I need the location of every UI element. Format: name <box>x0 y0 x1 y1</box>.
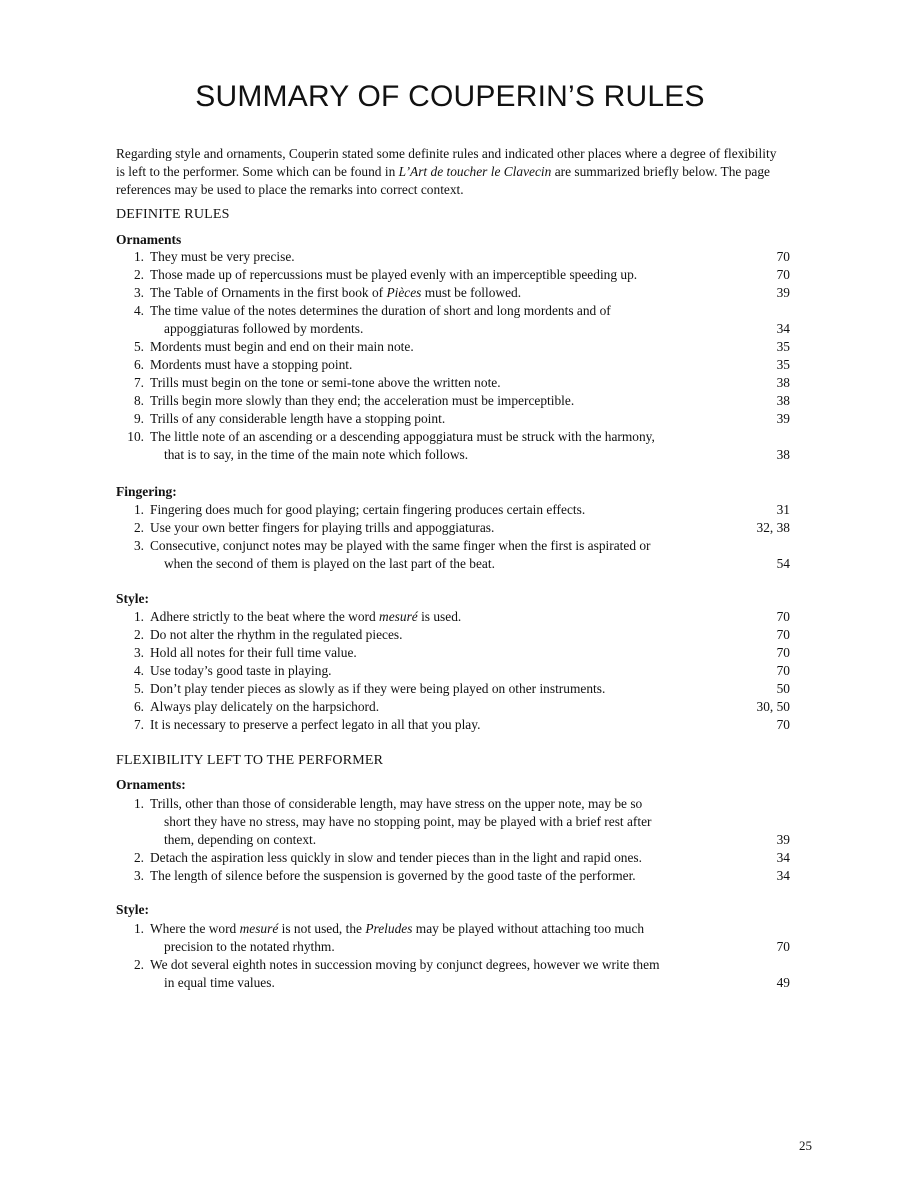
item-first-line <box>150 850 642 865</box>
list-item <box>116 284 790 302</box>
item-line1b: is not used, the <box>278 921 366 936</box>
item-line1: Trills, other than those of considerable length, may have stress on the upper note, may be so <box>150 796 643 811</box>
fingering-list <box>116 501 790 573</box>
item-text <box>150 302 730 338</box>
page-reference: 39 <box>776 832 790 847</box>
item-number: 9. <box>133 411 144 426</box>
item-line1: Adhere strictly to the beat where the word <box>150 609 380 624</box>
page-reference: 35 <box>776 357 790 372</box>
item-line1: Trills of any considerable length have a stopping point. <box>150 411 446 426</box>
page-reference: 31 <box>776 502 790 517</box>
style-heading: Style: <box>116 591 149 606</box>
item-line1b: must be followed. <box>421 285 522 300</box>
item-line1: Hold all notes for their full time value. <box>150 645 357 660</box>
item-line2: in equal time values. <box>164 975 275 990</box>
item-first-line <box>150 699 379 714</box>
list-item <box>116 698 790 716</box>
intro-book-title: L’Art de toucher le Clavecin <box>398 164 552 179</box>
item-text <box>150 608 730 626</box>
item-text <box>150 920 730 956</box>
page-reference: 70 <box>776 939 790 954</box>
page-reference: 70 <box>776 267 790 282</box>
item-line1: Use your own better fingers for playing trills and appoggiaturas. <box>150 520 495 535</box>
flexibility-heading: FLEXIBILITY LEFT TO THE PERFORMER <box>116 753 384 768</box>
definite-rules-heading: DEFINITE RULES <box>116 207 230 222</box>
item-first-line <box>150 411 445 426</box>
item-text <box>150 867 730 885</box>
item-line1: The Table of Ornaments in the first book of <box>150 285 387 300</box>
item-first-line <box>150 921 644 936</box>
item-line1: The length of silence before the suspension is governed by the good taste of the performer. <box>150 868 636 883</box>
item-number: 2. <box>133 957 144 972</box>
item-line2: precision to the notated rhythm. <box>164 939 335 954</box>
item-line3: them, depending on context. <box>164 832 317 847</box>
item-first-line <box>150 357 352 372</box>
list-item <box>116 356 790 374</box>
flex-ornaments-heading: Ornaments: <box>116 777 186 792</box>
item-first-line <box>150 627 402 642</box>
item-first-line <box>150 303 611 318</box>
ornaments-heading: Ornaments <box>116 232 182 247</box>
item-line1: Where the word <box>150 921 240 936</box>
list-item <box>116 920 790 956</box>
page-reference: 49 <box>776 975 790 990</box>
item-number: 1. <box>133 502 144 517</box>
item-number: 1. <box>133 796 144 811</box>
intro-text-2: are summarized briefly below. The page references may be used to place the remarks into correct context. <box>116 164 770 197</box>
item-number: 1. <box>133 921 144 936</box>
item-line1: Detach the aspiration less quickly in slow and tender pieces than in the light and rapid ones. <box>150 850 642 865</box>
list-item <box>116 392 790 410</box>
item-line1: Always play delicately on the harpsichord. <box>150 699 380 714</box>
list-item <box>116 644 790 662</box>
page-reference: 38 <box>776 447 790 462</box>
page-reference: 38 <box>776 393 790 408</box>
page-reference: 39 <box>776 411 790 426</box>
list-item <box>116 248 790 266</box>
list-item <box>116 501 790 519</box>
item-number: 3. <box>133 285 144 300</box>
list-item <box>116 867 790 885</box>
item-first-line <box>150 609 461 624</box>
item-number: 2. <box>133 267 144 282</box>
item-text <box>150 519 730 537</box>
item-first-line <box>150 249 295 264</box>
item-first-line <box>150 520 494 535</box>
item-number: 5. <box>133 681 144 696</box>
list-item <box>116 302 790 338</box>
item-first-line <box>150 663 332 678</box>
item-number: 4. <box>133 303 144 318</box>
fingering-heading: Fingering: <box>116 484 177 499</box>
item-number: 7. <box>133 717 144 732</box>
item-italic2: Preludes <box>365 921 413 936</box>
item-text <box>150 428 730 464</box>
page-reference: 35 <box>776 339 790 354</box>
item-italic: Pièces <box>386 285 422 300</box>
item-number: 2. <box>133 520 144 535</box>
item-text <box>150 537 730 573</box>
item-text <box>150 662 730 680</box>
item-number: 2. <box>133 850 144 865</box>
item-first-line <box>150 681 605 696</box>
list-item <box>116 537 790 573</box>
item-line1: They must be very precise. <box>150 249 295 264</box>
item-text <box>150 644 730 662</box>
item-line1: The little note of an ascending or a descending appoggiatura must be struck with the harmony, <box>150 429 655 444</box>
page-reference: 70 <box>776 249 790 264</box>
item-text <box>150 356 730 374</box>
item-number: 3. <box>133 645 144 660</box>
page-reference: 38 <box>776 375 790 390</box>
item-text <box>150 248 730 266</box>
page-reference: 34 <box>776 321 790 336</box>
item-text <box>150 284 730 302</box>
item-number: 7. <box>133 375 144 390</box>
item-text <box>150 266 730 284</box>
item-text <box>150 698 730 716</box>
page-reference: 70 <box>776 627 790 642</box>
item-text <box>150 374 730 392</box>
item-number: 2. <box>133 627 144 642</box>
list-item <box>116 410 790 428</box>
item-number: 1. <box>133 249 144 264</box>
item-italic: mesuré <box>239 921 279 936</box>
page-reference: 34 <box>776 868 790 883</box>
item-number: 3. <box>133 538 144 553</box>
intro-text-1: Regarding style and ornaments, Couperin stated some definite rules and indicated other places where a degree of flexibility is left to the performer. Some which can be found in <box>116 146 777 179</box>
list-item <box>116 266 790 284</box>
item-line1: It is necessary to preserve a perfect legato in all that you play. <box>150 717 481 732</box>
item-text <box>150 956 730 992</box>
item-line2: short they have no stress, may have no stopping point, may be played with a brief rest after <box>164 814 652 829</box>
item-line1: The time value of the notes determines the duration of short and long mordents and of <box>150 303 611 318</box>
list-item <box>116 338 790 356</box>
item-number: 6. <box>133 357 144 372</box>
item-text <box>150 716 730 734</box>
page-reference: 32, 38 <box>756 520 790 535</box>
list-item <box>116 374 790 392</box>
item-first-line <box>150 339 414 354</box>
item-first-line <box>150 796 642 811</box>
item-line1: Don’t play tender pieces as slowly as if they were being played on other instruments. <box>150 681 606 696</box>
item-number: 1. <box>133 609 144 624</box>
item-first-line <box>150 645 357 660</box>
item-line1: Fingering does much for good playing; certain fingering produces certain effects. <box>150 502 586 517</box>
item-first-line <box>150 717 480 732</box>
item-text <box>150 849 730 867</box>
item-first-line <box>150 868 636 883</box>
page-reference: 34 <box>776 850 790 865</box>
item-first-line <box>150 375 501 390</box>
item-line1: Do not alter the rhythm in the regulated pieces. <box>150 627 403 642</box>
item-number: 4. <box>133 663 144 678</box>
list-item <box>116 519 790 537</box>
list-item <box>116 662 790 680</box>
flex-style-list <box>116 920 790 992</box>
item-number: 8. <box>133 393 144 408</box>
page-number: 25 <box>799 1138 812 1153</box>
item-first-line <box>150 957 659 972</box>
item-text <box>150 410 730 428</box>
item-line1: Mordents must have a stopping point. <box>150 357 353 372</box>
item-first-line <box>150 393 574 408</box>
list-item <box>116 795 790 849</box>
item-text <box>150 338 730 356</box>
item-line1: We dot several eighth notes in succession moving by conjunct degrees, however we write them <box>150 957 660 972</box>
page-reference: 70 <box>776 717 790 732</box>
item-italic: mesuré <box>379 609 418 624</box>
item-line2: when the second of them is played on the last part of the beat. <box>164 556 495 571</box>
page-reference: 70 <box>776 663 790 678</box>
item-text <box>150 626 730 644</box>
definite-ornaments-list <box>116 248 790 464</box>
definite-style-list <box>116 608 790 734</box>
flex-style-heading: Style: <box>116 902 149 917</box>
item-line1: Trills must begin on the tone or semi-tone above the written note. <box>150 375 501 390</box>
item-number: 3. <box>133 868 144 883</box>
list-item <box>116 956 790 992</box>
item-text <box>150 795 730 849</box>
page-reference: 70 <box>776 609 790 624</box>
item-number: 5. <box>133 339 144 354</box>
item-line1b: is used. <box>417 609 462 624</box>
list-item <box>116 716 790 734</box>
list-item <box>116 680 790 698</box>
page-title: SUMMARY OF COUPERIN’S RULES <box>195 80 705 113</box>
item-line1: Trills begin more slowly than they end; the acceleration must be imperceptible. <box>150 393 575 408</box>
item-line1: Consecutive, conjunct notes may be played with the same finger when the first is aspirated or <box>150 538 651 553</box>
item-line2: appoggiaturas followed by mordents. <box>164 321 364 336</box>
item-first-line <box>150 429 655 444</box>
item-text <box>150 392 730 410</box>
page-reference: 70 <box>776 645 790 660</box>
page-reference: 50 <box>776 681 790 696</box>
item-first-line <box>150 502 585 517</box>
page-reference: 39 <box>776 285 790 300</box>
item-line1: Use today’s good taste in playing. <box>150 663 332 678</box>
item-text <box>150 680 730 698</box>
flex-ornaments-list <box>116 795 790 885</box>
item-line2: that is to say, in the time of the main note which follows. <box>164 447 469 462</box>
item-number: 6. <box>133 699 144 714</box>
item-first-line <box>150 538 651 553</box>
item-first-line <box>150 285 521 300</box>
item-number: 10. <box>127 429 144 444</box>
list-item <box>116 608 790 626</box>
item-line1c: may be played without attaching too much <box>412 921 645 936</box>
page-reference: 30, 50 <box>756 699 790 714</box>
list-item <box>116 428 790 464</box>
item-text <box>150 501 730 519</box>
item-first-line <box>150 267 637 282</box>
item-line1: Those made up of repercussions must be played evenly with an imperceptible speeding up. <box>150 267 638 282</box>
intro-paragraph <box>116 145 788 199</box>
list-item <box>116 626 790 644</box>
list-item <box>116 849 790 867</box>
item-line1: Mordents must begin and end on their main note. <box>150 339 414 354</box>
page-reference: 54 <box>776 556 790 571</box>
